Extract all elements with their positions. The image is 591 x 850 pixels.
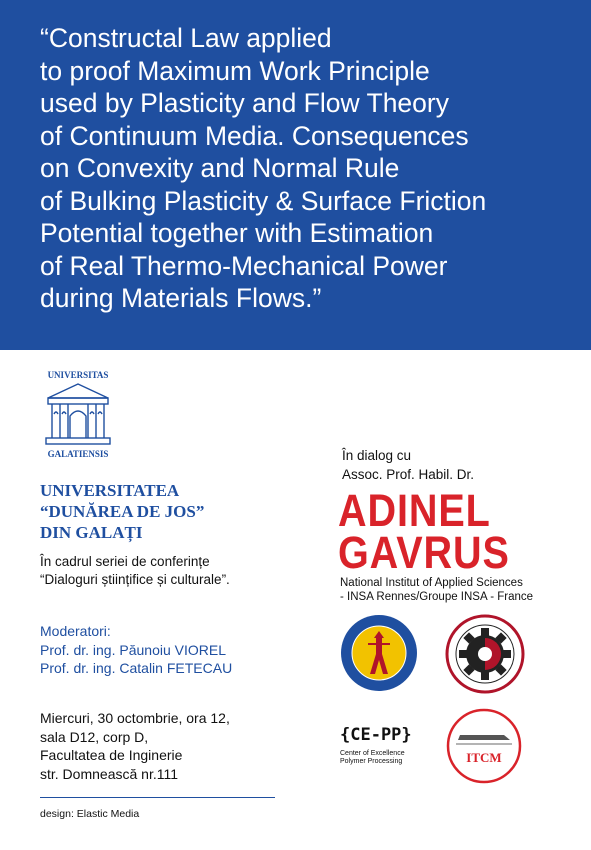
divider bbox=[40, 797, 275, 798]
cepp-subtitle bbox=[340, 750, 405, 766]
event-address: str. Domnească nr.111 bbox=[40, 765, 178, 782]
title-banner bbox=[0, 0, 591, 350]
event-details bbox=[40, 709, 230, 783]
title-line: used by Plasticity and Flow Theory bbox=[40, 88, 449, 118]
faculty-gear-seal-icon bbox=[445, 614, 525, 694]
university-name-line: UNIVERSITATEA bbox=[40, 481, 180, 500]
speaker-first-name: ADINEL bbox=[338, 485, 491, 536]
moderators-label: Moderatori: bbox=[40, 623, 111, 639]
conference-series bbox=[40, 553, 230, 589]
event-room: sala D12, corp D, bbox=[40, 728, 149, 745]
university-name bbox=[40, 480, 204, 543]
institution-line: National Institut of Applied Sciences bbox=[340, 577, 523, 589]
dialog-intro bbox=[342, 446, 474, 484]
moderator-name: Prof. dr. ing. Păunoiu VIOREL bbox=[40, 641, 226, 658]
title-line: “Constructal Law applied bbox=[40, 23, 332, 53]
title-line: during Materials Flows.” bbox=[40, 283, 322, 313]
logo-top-text: UNIVERSITAS bbox=[47, 370, 109, 380]
cepp-sub-line: Center of Excellence bbox=[340, 750, 405, 757]
lecture-title bbox=[40, 22, 580, 315]
cepp-sub-line: Polymer Processing bbox=[340, 758, 403, 765]
title-line: of Bulking Plasticity & Surface Friction bbox=[40, 185, 487, 216]
speaker-title: Assoc. Prof. Habil. Dr. bbox=[342, 467, 475, 482]
design-credit: design: Elastic Media bbox=[40, 808, 140, 820]
university-logo bbox=[40, 368, 116, 460]
title-line: to proof Maximum Work Principle bbox=[40, 55, 430, 86]
academy-seal-icon bbox=[340, 614, 418, 692]
event-faculty: Facultatea de Inginerie bbox=[40, 747, 183, 763]
itcm-logo bbox=[446, 708, 522, 784]
speaker-institution bbox=[340, 576, 533, 604]
institution-line: - INSA Rennes/Groupe INSA - France bbox=[340, 591, 534, 603]
title-line: of Real Thermo-Mechanical Power bbox=[40, 250, 448, 281]
itcm-text: ITCM bbox=[466, 750, 502, 765]
university-name-line: DIN GALAȚI bbox=[40, 523, 143, 542]
speaker-name bbox=[338, 485, 510, 578]
title-line: of Continuum Media. Consequences bbox=[40, 120, 469, 151]
dialog-label: În dialog cu bbox=[342, 448, 412, 463]
moderator-name: Prof. dr. ing. Catalin FETECAU bbox=[40, 660, 233, 676]
event-date: Miercuri, 30 octombrie, ora 12, bbox=[40, 710, 230, 726]
logo-bottom-text: GALATIENSIS bbox=[47, 449, 109, 459]
cepp-logo bbox=[340, 725, 424, 780]
university-name-line: “DUNĂREA DE JOS” bbox=[40, 502, 205, 521]
speaker-last-name: GAVRUS bbox=[338, 527, 510, 578]
cepp-mark: {CE-PP} bbox=[340, 725, 412, 745]
series-line: În cadrul seriei de conferințe bbox=[40, 554, 210, 569]
moderators-block bbox=[40, 622, 232, 678]
title-line: Potential together with Estimation bbox=[40, 218, 434, 248]
series-line: “Dialoguri științifice și culturale”. bbox=[40, 572, 230, 587]
title-line: on Convexity and Normal Rule bbox=[40, 153, 400, 183]
